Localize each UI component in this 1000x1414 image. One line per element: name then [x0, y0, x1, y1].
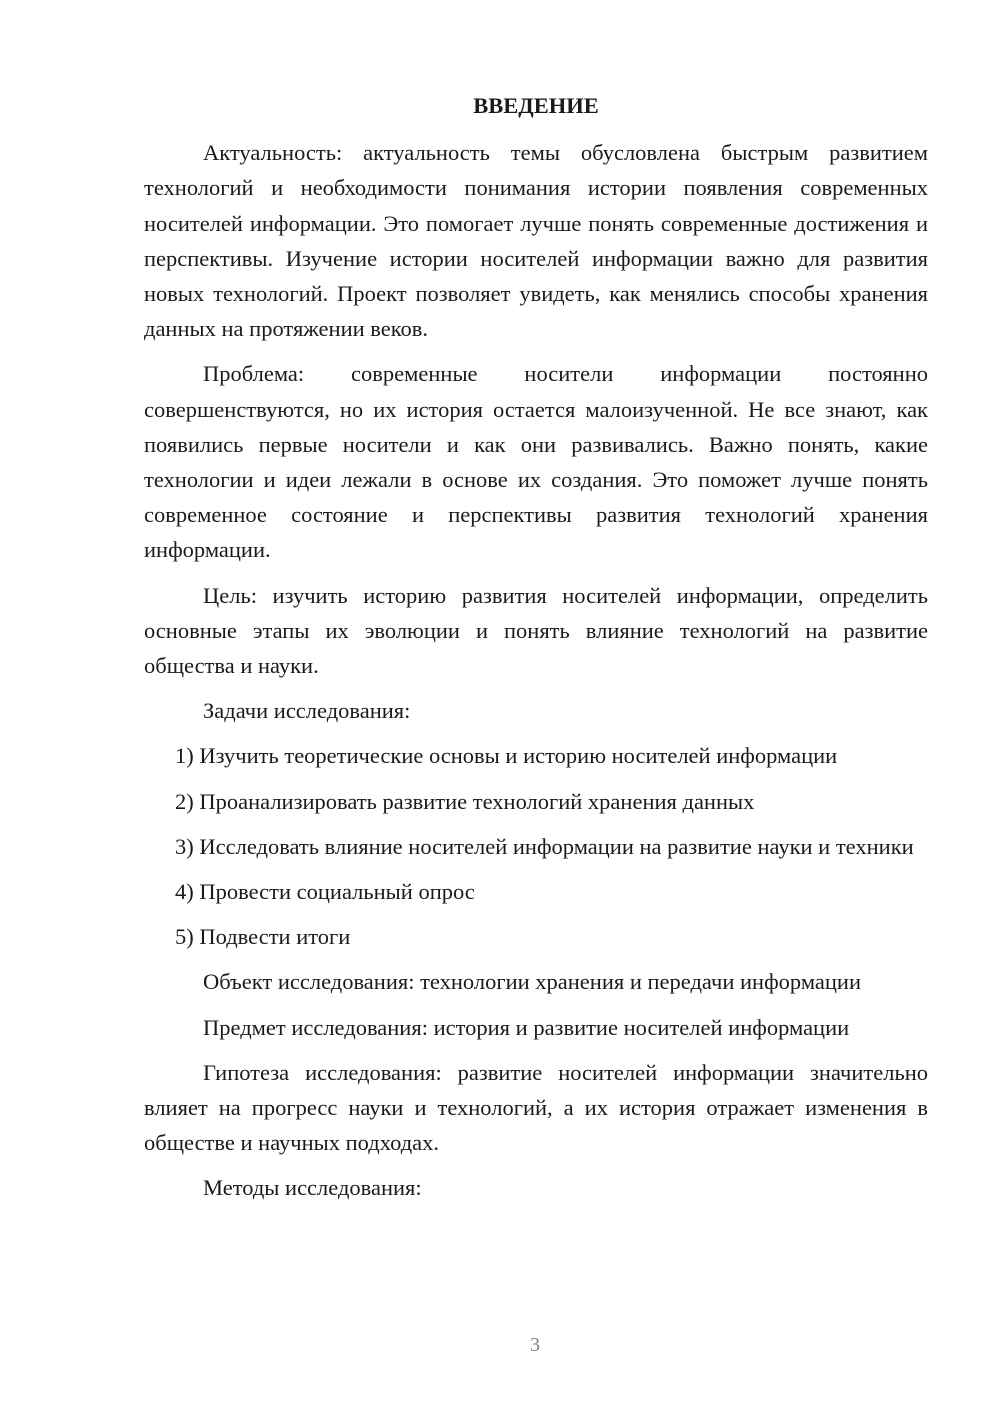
tasks-heading: Задачи исследования: — [203, 698, 411, 724]
subject-paragraph: Предмет исследования: история и развитие носителей информации — [203, 1014, 850, 1040]
problem-paragraph: Проблема: современные носители информации постоянно совершенствуются, но их история остается малоизученной. Не все знают, как появились первые носители и как они развивались. Важно понять, какие технологии и идеи лежали в основе их создания. Это поможет лучше понять современное состояние и перспективы развития технологий хранения информации. — [144, 361, 928, 563]
relevance-paragraph: Актуальность: актуальность темы обусловлена быстрым развитием технологий и необходимости понимания истории появления современных носителей информации. Это помогает лучше понять современные достижения и перспективы. Изучение истории носителей информации важно для развития новых технологий. Проект позволяет увидеть, как менялись способы хранения данных на протяжении веков. — [144, 140, 928, 342]
task-item-1: 1) Изучить теоретические основы и историю носителей информации — [175, 743, 838, 769]
document-page — [144, 88, 928, 1216]
object-paragraph: Объект исследования: технологии хранения и передачи информации — [203, 969, 862, 995]
hypothesis-paragraph: Гипотеза исследования: развитие носителей информации значительно влияет на прогресс науки и технологий, а их история отражает изменения в обществе и научных подходах. — [144, 1059, 928, 1156]
task-item-4: 4) Провести социальный опрос — [175, 879, 475, 905]
section-title: ВВЕДЕНИЕ — [473, 93, 599, 118]
task-item-5: 5) Подвести итоги — [175, 924, 351, 950]
methods-heading: Методы исследования: — [203, 1175, 422, 1201]
task-item-3: 3) Исследовать влияние носителей информации на развитие науки и техники — [175, 833, 914, 859]
task-item-2: 2) Проанализировать развитие технологий хранения данных — [175, 788, 755, 814]
page-number: 3 — [530, 1334, 540, 1356]
goal-paragraph: Цель: изучить историю развития носителей информации, определить основные этапы их эволюции и понять влияние технологий на развитие общества и науки. — [144, 582, 928, 679]
